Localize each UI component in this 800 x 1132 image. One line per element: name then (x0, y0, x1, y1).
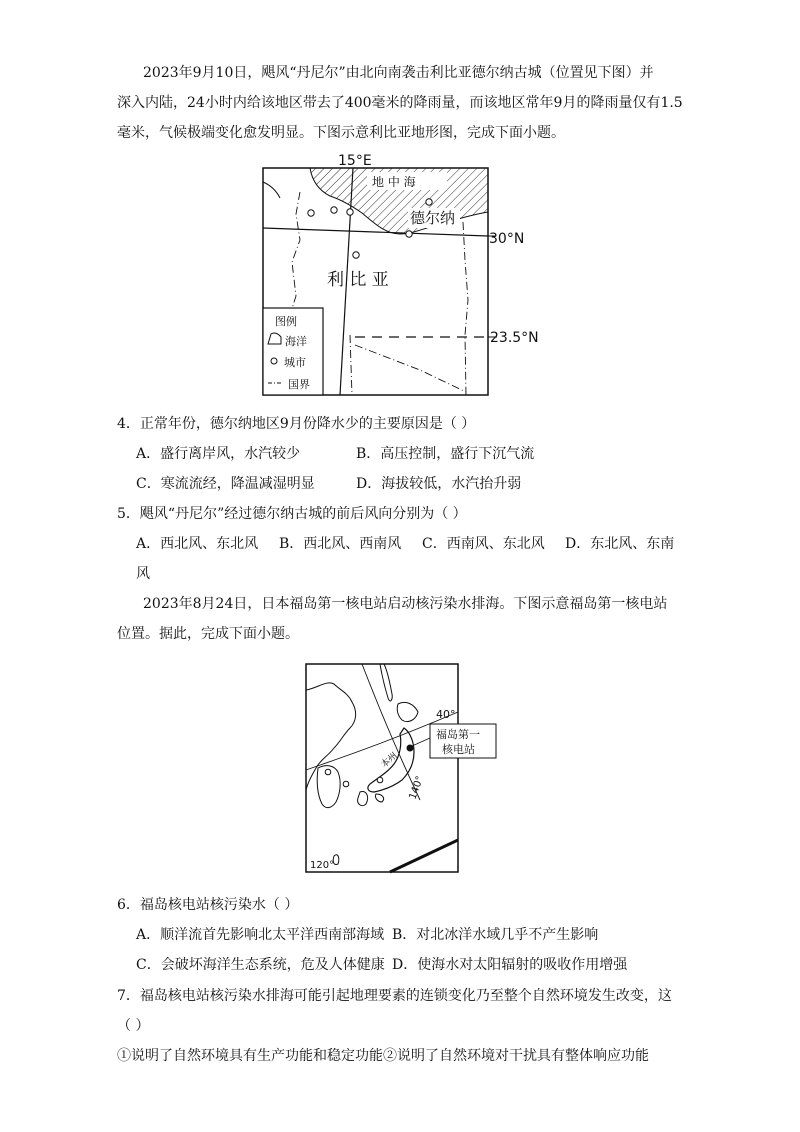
q7-stem: 7．福岛核电站核污染水排海可能引起地理要素的连锁变化乃至整个自然环境发生改变，这 (117, 988, 672, 1004)
city-marker (331, 207, 337, 213)
label-country: 利 比 亚 (327, 270, 389, 290)
label-derna: 德尔纳 (410, 209, 456, 227)
label-sea: 地 中 海 (372, 175, 416, 189)
passage1-line3: 毫米，气候极端变化愈发明显。下图示意利比亚地形图，完成下面小题。 (117, 125, 565, 141)
label-honshu: 本州 (379, 751, 400, 771)
city-marker (343, 781, 349, 787)
legend-ocean: 海洋 (285, 335, 307, 348)
libya-map (255, 150, 555, 400)
city-marker (347, 209, 353, 215)
city-marker (377, 777, 383, 783)
q4-option-c[interactable]: C．寒流流经，降温减湿明显 (136, 476, 315, 492)
q5-option-a[interactable]: A．西北风、东北风 (136, 536, 259, 552)
map2-frame (306, 664, 458, 872)
q4-option-b[interactable]: B．高压控制，盛行下沉气流 (356, 446, 535, 462)
q5-option-c[interactable]: C．西南风、东北风 (422, 536, 545, 552)
label-15e: 15°E (338, 153, 372, 169)
q5-option-b[interactable]: B．西北风、西南风 (279, 536, 402, 552)
city-marker (406, 231, 412, 237)
japan-map (300, 660, 500, 880)
q7-items-1-2: ①说明了自然环境具有生产功能和稳定功能②说明了自然环境对干扰具有整体响应功能 (117, 1048, 649, 1064)
passage2-line1: 2023年8月24日，日本福岛第一核电站启动核污染水排海。下图示意福岛第一核电站 (143, 596, 668, 612)
passage2-line2: 位置。据此，完成下面小题。 (117, 626, 299, 642)
passage1-line2: 深入内陆，24小时内给该地区带去了400毫米的降雨量，而该地区常年9月的降雨量仅有1.5 (117, 95, 683, 111)
q5-option-d[interactable]: D．东北风、东南 (565, 536, 675, 552)
q4-option-d[interactable]: D．海拔较低，水汽抬升弱 (356, 476, 522, 492)
label-40: 40° (436, 708, 456, 721)
q5-stem: 5．飓风“丹尼尔”经过德尔纳古城的前后风向分别为（ ） (117, 506, 467, 522)
city-marker (308, 210, 314, 216)
derna-marker (426, 199, 432, 205)
city-marker (325, 769, 331, 775)
label-30n: 30°N (489, 231, 525, 247)
q4-stem: 4．正常年份，德尔纳地区9月份降水少的主要原因是（ ） (117, 416, 476, 432)
q6-option-c[interactable]: C．会破坏海洋生态系统，危及人体健康 (136, 957, 385, 973)
q7-bracket: （ ） (117, 1018, 150, 1034)
q4-option-a[interactable]: A．盛行离岸风，水汽较少 (136, 446, 301, 462)
legend-city: 城市 (284, 356, 306, 369)
legend-border: 国界 (288, 378, 310, 391)
plant-label-2: 核电站 (442, 743, 475, 756)
city-symbol (271, 358, 277, 364)
label-tropic: 北回归线 (391, 844, 428, 869)
q6-option-a[interactable]: A．顺洋流首先影响北太平洋西南部海域 (136, 927, 385, 943)
legend-title: 图例 (275, 315, 297, 328)
label-23-5n: 23.5°N (490, 330, 539, 346)
q6-option-b[interactable]: B．对北冰洋水域几乎不产生影响 (392, 927, 599, 943)
q6-option-d[interactable]: D．使海水对太阳辐射的吸收作用增强 (392, 957, 628, 973)
q6-stem: 6．福岛核电站核污染水（ ） (117, 897, 299, 913)
passage1-line1: 2023年9月10日，飓风“丹尼尔”由北向南袭击利比亚德尔纳古城（位置见下图）并 (143, 65, 654, 81)
label-120: 120° (310, 860, 335, 871)
q5-option-d-cont: 风 (136, 566, 150, 582)
plant-label-1: 福岛第一 (436, 728, 480, 741)
city-marker (353, 252, 359, 258)
label-140: 140° (407, 774, 427, 802)
